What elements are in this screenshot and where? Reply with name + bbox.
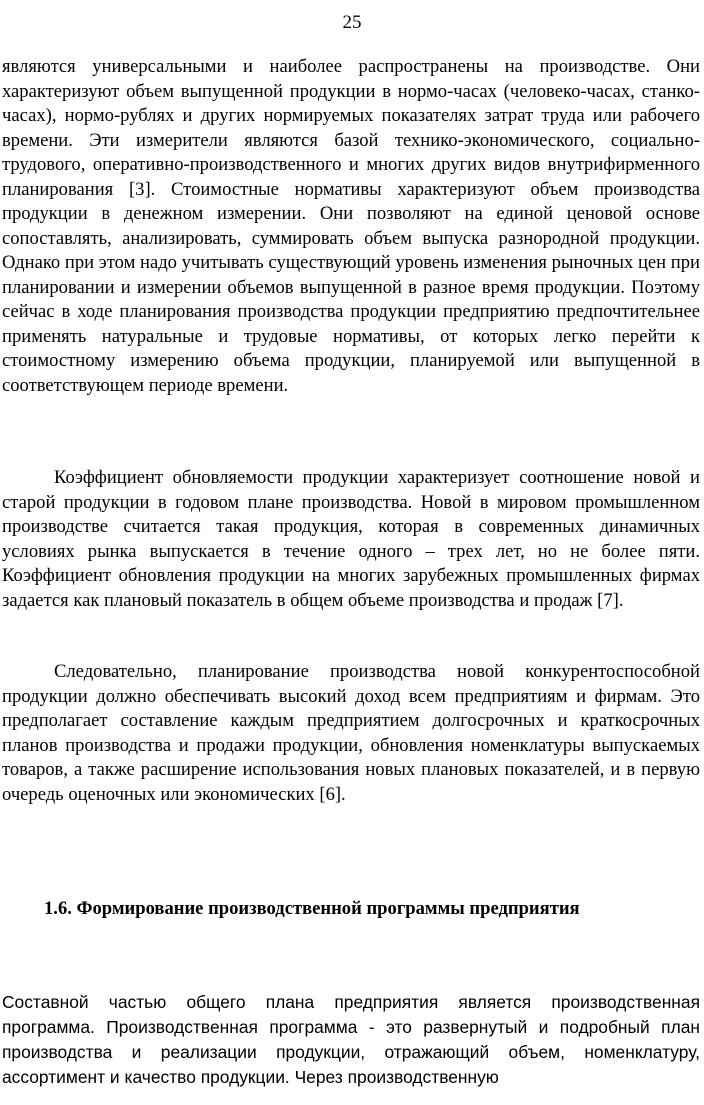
paragraph-planning-conclusion: Следовательно, планирование производства новой конкурентоспособной продукции должно обеспечивать высокий доход всем предприятиям и фирмам. Это предполагает составление каждым предприятием долгосрочных и краткосрочных планов производства и продажи продукции, обновления номенклатуры выпускаемых товаров, а также расширение использования новых плановых показателей, и в первую очередь оценочных или экономических [6]. (2, 661, 700, 805)
paragraph-production-program: Составной частью общего плана предприятия является производственная программа. Производственная программа - это развернутый и подробный план производства и реализации продукции, отражающий объем, номенклатуру, ассортимент и качество продукции. Через производственную (2, 992, 700, 1087)
paragraph-natural-labor-norms: являются универсальными и наиболее распространены на производстве. Они характеризуют объем выпущенной продукции в нормо-часах (человеко-часах, станко-часах), нормо-рублях и других нормируемых показателях затрат труда или рабочего времени. Эти измерители являются базой технико-экономического, социально-трудового, оперативно-производственного и многих других видов внутрифирменного планирования [3]. Стоимостные нормативы характеризуют объем производства продукции в денежном измерении. Они позволяют на единой ценовой основе сопоставлять, анализировать, суммировать объем выпуска разнородной продукции. Однако при этом надо учитывать существующий уровень изменения рыночных цен при планировании и измерении объемов выпущенной в разное время продукции. Поэтому сейчас в ходе планирования производства продукции предприятию предпочтительнее применять натуральные и трудовые нормативы, от которых легко перейти к стоимостному измерению объема продукции, планируемой или выпущенной в соответствующем периоде времени. (2, 56, 700, 396)
paragraph-product-renewal-coefficient: Коэффициент обновляемости продукции характеризует соотношение новой и старой продукции в годовом плане производства. Новой в мировом промышленном производстве считается такая продукция, которая в современных динамичных условиях рынка выпускается в течение одного – трех лет, но не более пяти. Коэффициент обновления продукции на многих зарубежных промышленных фирмах задается как плановый показатель в общем объеме производства и продаж [7]. (2, 467, 700, 611)
section-heading: 1.6. Формирование производственной программы предприятия (44, 898, 580, 919)
page-number: 25 (342, 12, 362, 33)
